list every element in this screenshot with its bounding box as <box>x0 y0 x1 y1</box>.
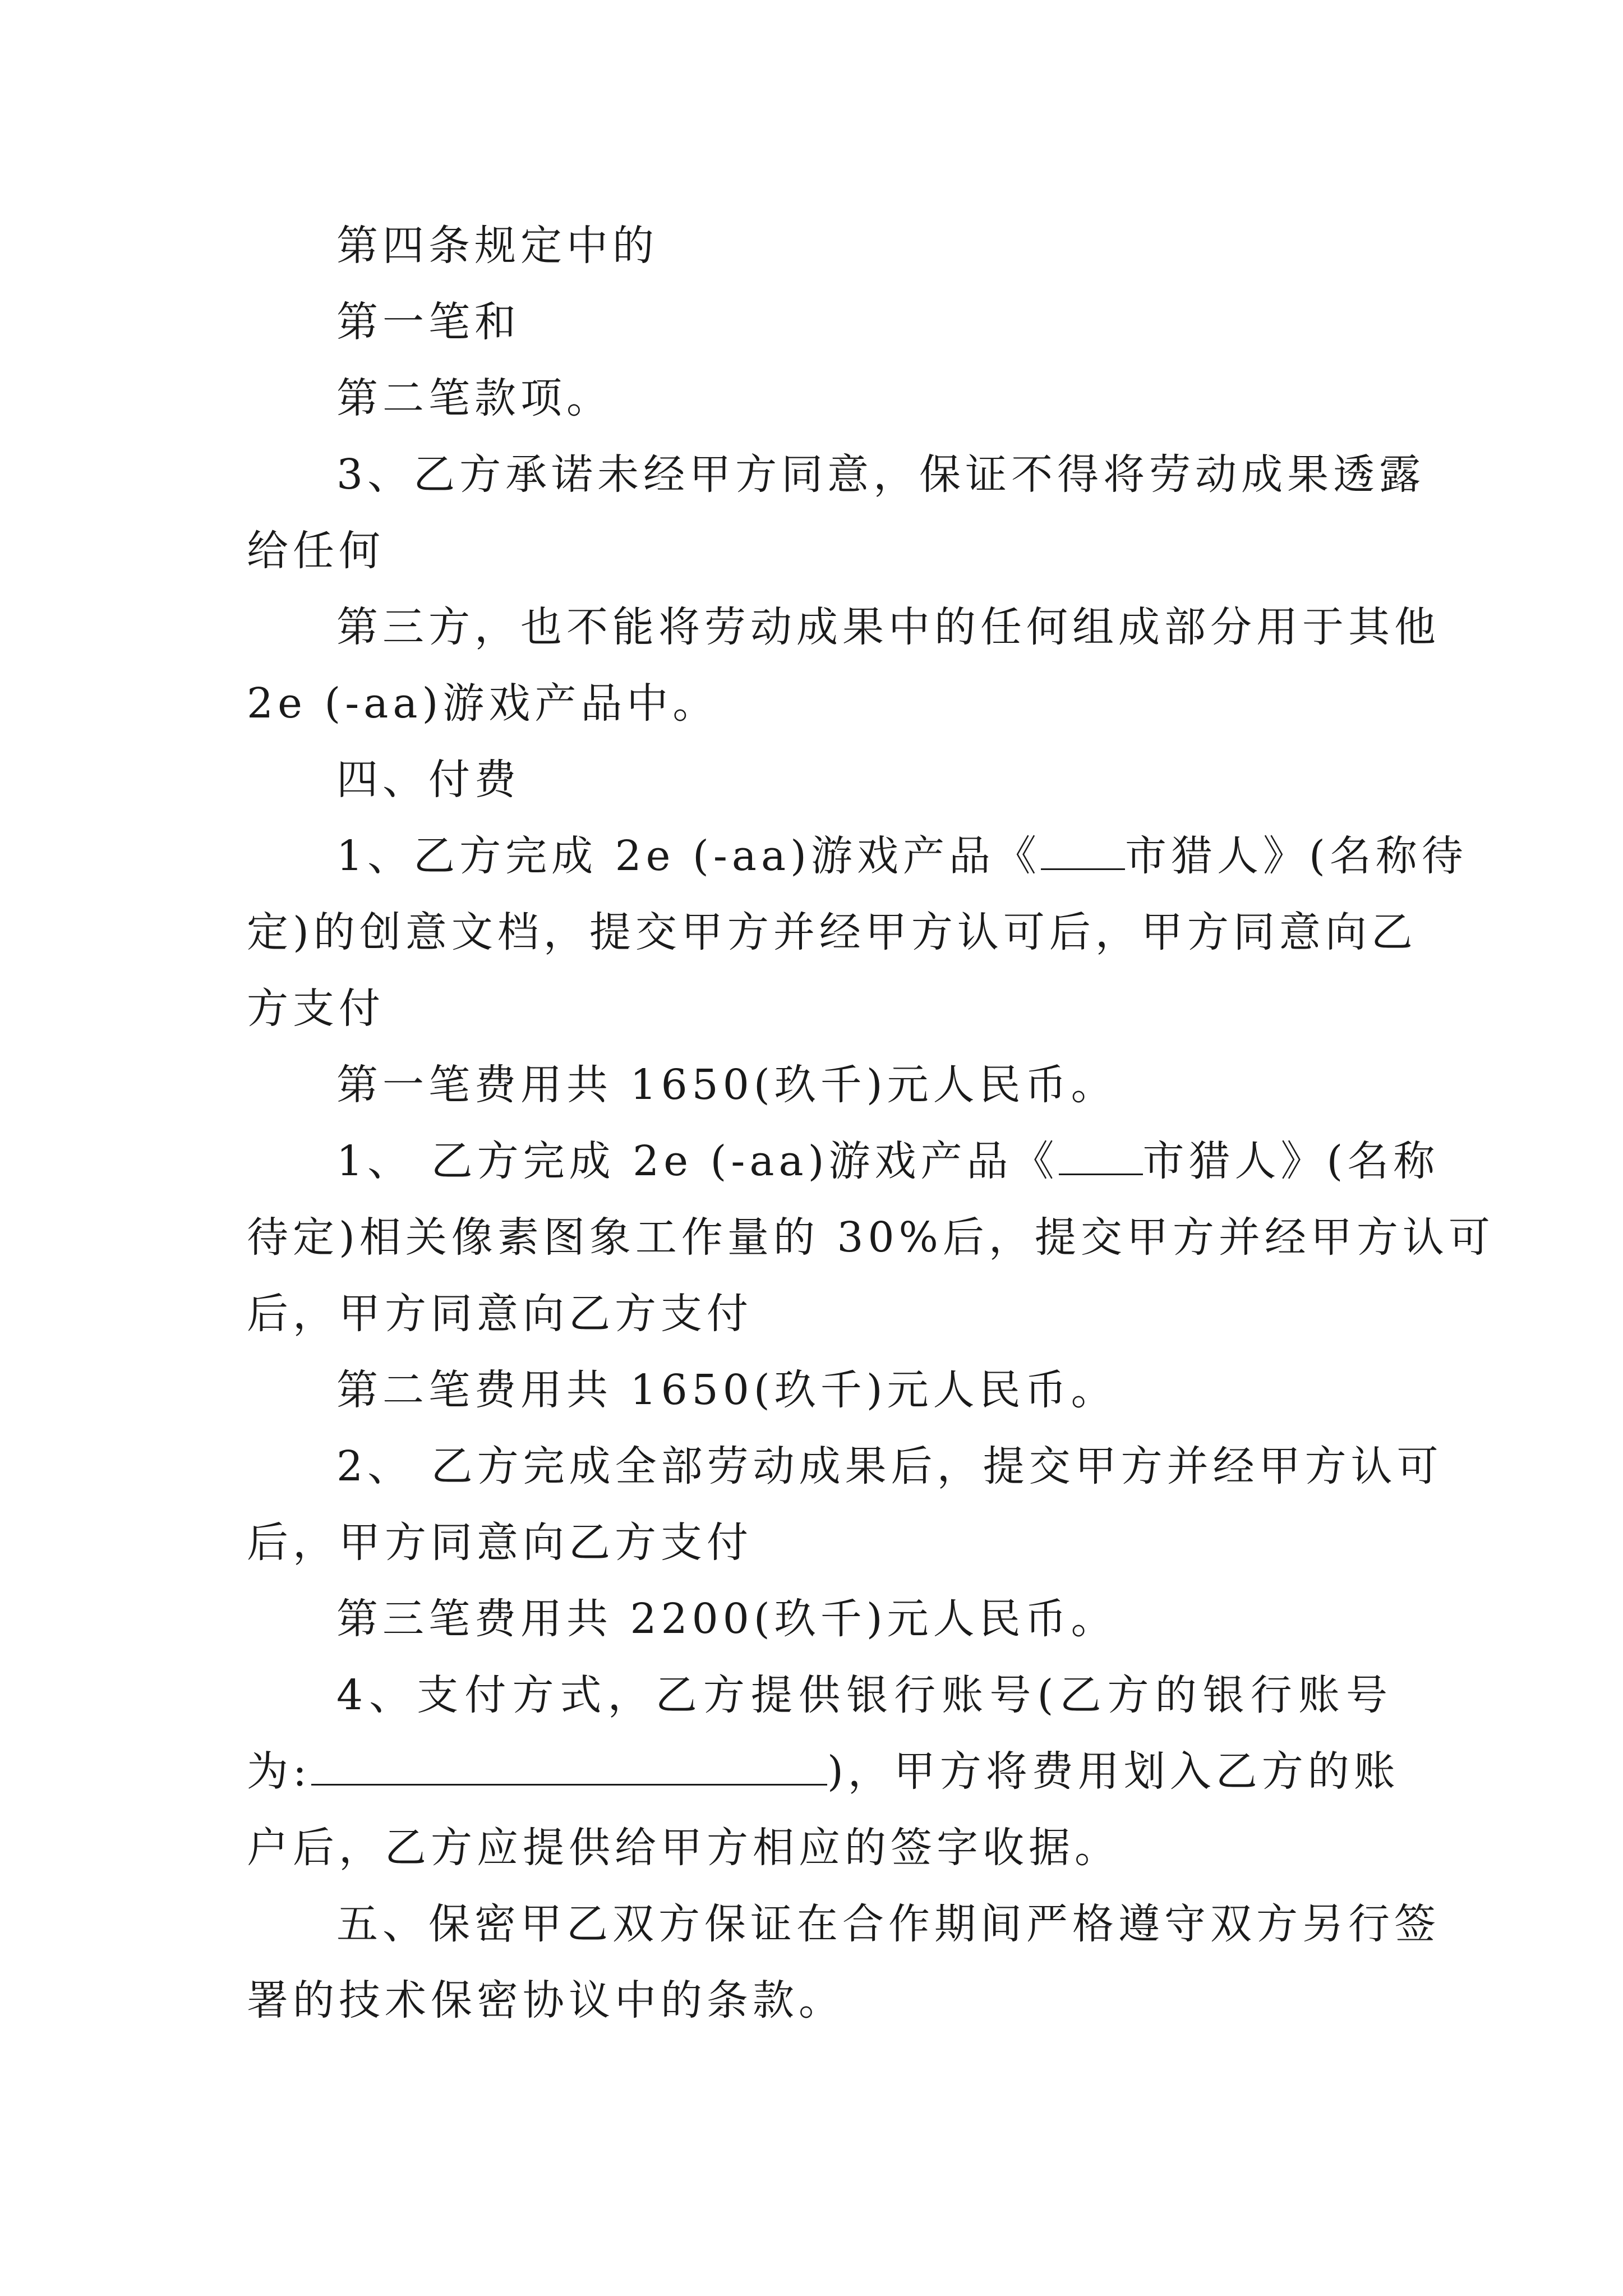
text-fragment: )，甲方将费用划入乙方的账 <box>827 1747 1400 1796</box>
text-fragment: 为: <box>247 1747 311 1796</box>
fill-in-blank <box>1041 829 1125 870</box>
text-line: 署的技术保密协议中的条款。 <box>247 1976 845 2024</box>
text-line: 第一笔和 <box>336 298 520 346</box>
text-line: 后，甲方同意向乙方支付 <box>247 1290 753 1338</box>
text-fragment: 市猎人》(名称待 <box>1124 832 1468 880</box>
document-body <box>247 212 1495 2043</box>
text-line: 定)的创意文档，提交甲方并经甲方认可后，甲方同意向乙 <box>247 908 1417 956</box>
text-line: 第一笔费用共 1650(玖千)元人民币。 <box>336 1061 1117 1109</box>
text-line: 户后，乙方应提供给甲方相应的签字收据。 <box>247 1824 1121 1872</box>
text-fragment: 市猎人》(名称 <box>1142 1137 1440 1185</box>
text-line: 2e (-aa)游戏产品中。 <box>247 679 719 728</box>
section-heading: 四、付费 <box>336 756 520 804</box>
text-line: 给任何 <box>247 527 385 575</box>
bank-account-blank <box>311 1745 827 1786</box>
text-line <box>247 1128 1440 1204</box>
text-line: 第二笔款项。 <box>336 374 612 422</box>
text-fragment: 1、 乙方完成 2e (-aa)游戏产品《 <box>336 1137 1059 1185</box>
text-line: 第二笔费用共 1650(玖千)元人民币。 <box>336 1366 1117 1414</box>
text-line <box>247 822 1468 899</box>
text-line: 4、支付方式，乙方提供银行账号(乙方的银行账号 <box>336 1671 1392 1719</box>
text-line: 第三方，也不能将劳动成果中的任何组成部分用于其他 <box>336 603 1440 651</box>
text-line: 3、乙方承诺未经甲方同意，保证不得将劳动成果透露 <box>336 450 1426 499</box>
text-line: 2、 乙方完成全部劳动成果后，提交甲方并经甲方认可 <box>336 1442 1443 1490</box>
text-fragment: 1、乙方完成 2e (-aa)游戏产品《 <box>336 832 1041 880</box>
text-line: 后，甲方同意向乙方支付 <box>247 1519 753 1567</box>
text-line <box>247 1738 1400 1814</box>
text-line: 待定)相关像素图象工作量的 30%后，提交甲方并经甲方认可 <box>247 1213 1495 1262</box>
fill-in-blank <box>1059 1134 1143 1175</box>
section-heading: 五、保密甲乙双方保证在合作期间严格遵守双方另行签 <box>336 1900 1440 1948</box>
text-line: 方支付 <box>247 984 385 1033</box>
text-line: 第三笔费用共 2200(玖千)元人民币。 <box>336 1595 1117 1643</box>
text-line: 第四条规定中的 <box>336 222 658 270</box>
